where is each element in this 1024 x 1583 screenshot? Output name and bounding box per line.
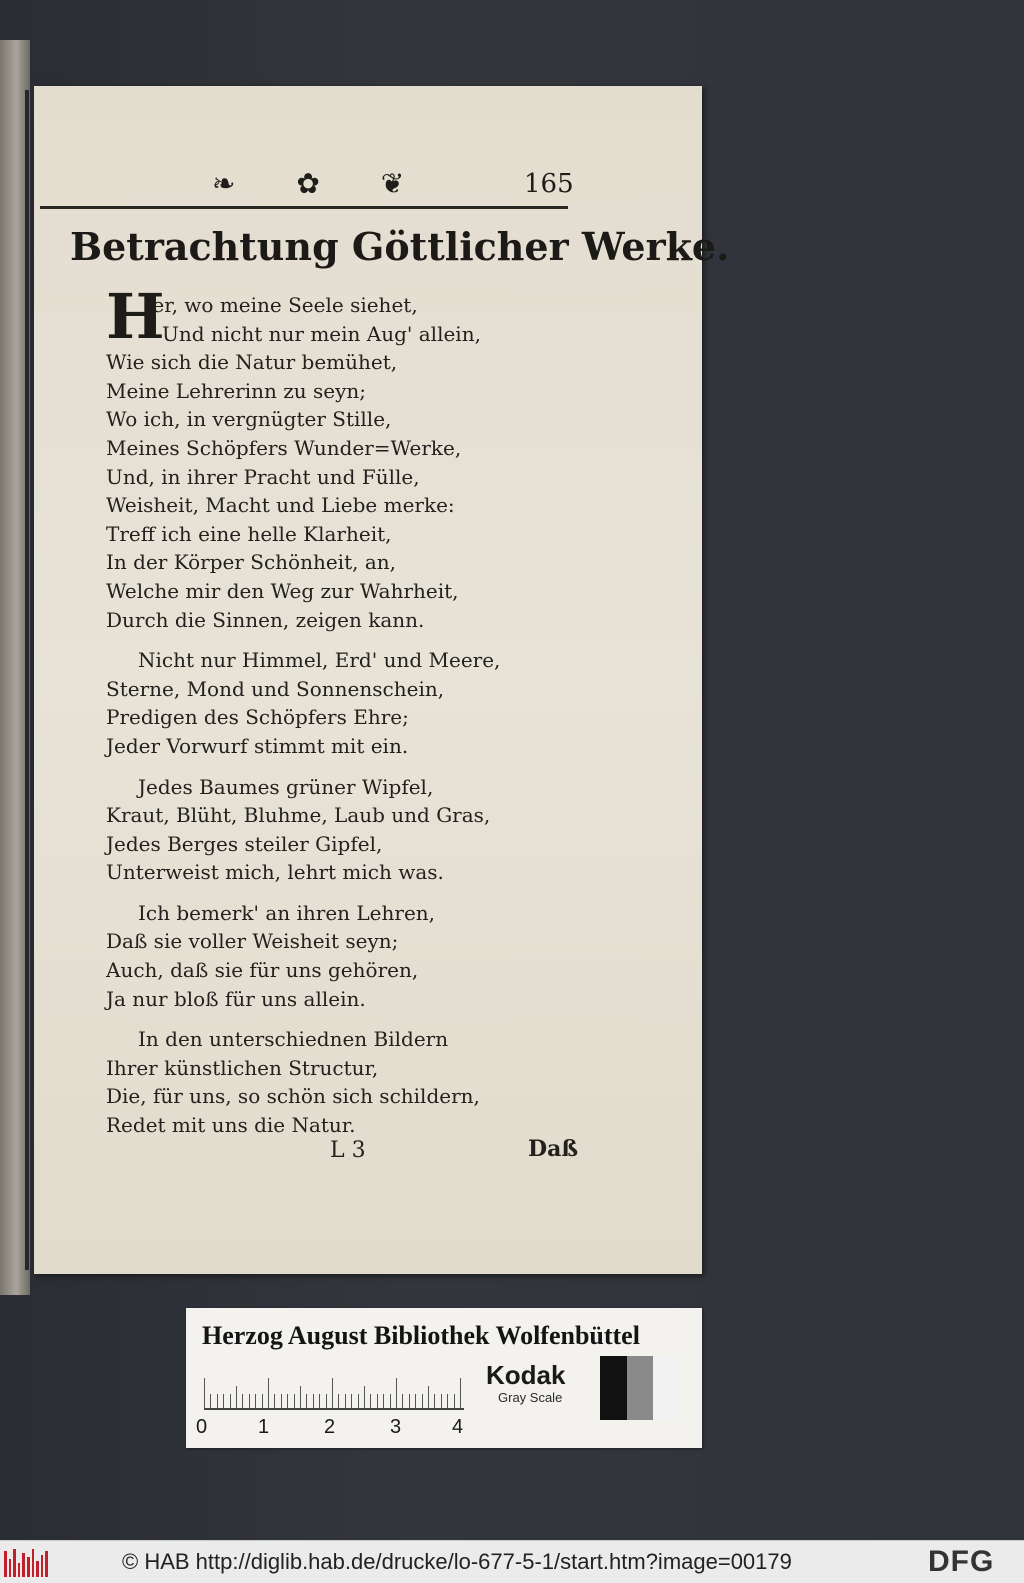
ruler-tick [358,1394,359,1408]
poem-line: Jedes Berges steiler Gipfel, [106,831,383,856]
ruler-tick [338,1394,339,1408]
ruler-tick [294,1394,295,1408]
ruler-scale [204,1372,464,1416]
poem-line: Und nicht nur mein Aug' allein, [162,321,481,346]
poem-line: Sterne, Mond und Sonnenschein, [106,676,445,701]
poem-line: In der Körper Schönheit, an, [106,550,396,575]
ruler-tick [287,1394,288,1408]
catchword: Daß [528,1136,579,1162]
ruler-tick [217,1394,218,1408]
ruler-tick [204,1378,205,1408]
logo-bar [22,1553,25,1577]
poem-line: Weisheit, Macht und Liebe merke: [106,493,455,518]
poem-line: Kraut, Blüht, Bluhme, Laub und Gras, [106,803,491,828]
poem-line: ier, wo meine Seele siehet, [146,293,418,317]
logo-bar [36,1561,39,1577]
ruler-tick [249,1394,250,1408]
ruler-tick [274,1394,275,1408]
poem-line: Nicht nur Himmel, Erd' und Meere, [138,648,501,673]
poem-line: Jeder Vorwurf stimmt mit ein. [106,733,409,758]
logo-bar [13,1549,16,1577]
swatch-black [600,1356,627,1420]
ruler-tick [396,1378,397,1408]
ruler-tick [332,1378,333,1408]
poem-line: In den unterschiednen Bildern [138,1027,449,1052]
stanza-3 [106,773,586,887]
logo-bar [27,1557,30,1577]
book-page [34,86,730,1274]
header-rule [40,206,568,209]
ruler-tick [223,1394,224,1408]
footer-bar [0,1540,1024,1583]
poem-line: Durch die Sinnen, zeigen kann. [106,607,425,632]
signature-mark: L 3 [330,1138,366,1163]
ruler-tick [402,1394,403,1408]
ruler-tick [415,1394,416,1408]
kodak-logo: Kodak [486,1360,566,1390]
hab-logo-icon [4,1547,48,1577]
stanza-1 [106,280,586,634]
poem-line: Wie sich die Natur bemühet, [106,350,398,375]
grayscale-label: Gray Scale [498,1390,563,1405]
header-ornaments: ❧ ✿ ❦ [212,167,431,200]
ruler-tick [313,1394,314,1408]
ruler-tick [268,1378,269,1408]
running-header [40,164,574,210]
ruler-tick [447,1394,448,1408]
poem-line: Predigen des Schöpfers Ehre; [106,705,409,730]
ruler-tick [306,1394,307,1408]
ruler-tick [383,1394,384,1408]
poem-line: Ich bemerk' an ihren Lehren, [138,900,436,925]
ruler-tick [454,1394,455,1408]
poem-line: Treff ich eine helle Klarheit, [106,521,392,546]
ruler-label: 4 [452,1416,464,1438]
poem-line: Jedes Baumes grüner Wipfel, [138,774,434,799]
logo-bar [32,1549,35,1577]
ruler-tick [345,1394,346,1408]
stanza-5 [106,1025,586,1139]
poem-title: Betrachtung Göttlicher Werke. [70,224,730,269]
poem-line: Redet mit uns die Natur. [106,1113,356,1138]
logo-bar [45,1551,48,1577]
logo-bar [9,1559,12,1577]
poem-line: Unterweist mich, lehrt mich was. [106,860,444,885]
poem-line: Ihrer künstlichen Structur, [106,1055,379,1080]
drop-cap: H [106,280,165,353]
binding-shadow [25,90,29,1270]
library-name: Herzog August Bibliothek Wolfenbüttel [202,1321,640,1350]
ruler-tick [428,1386,429,1408]
ruler-tick [281,1394,282,1408]
poem-body [106,280,586,1152]
ruler-tick [230,1394,231,1408]
poem-line: Daß sie voller Weisheit seyn; [106,929,399,954]
ruler-tick [441,1394,442,1408]
ruler-label: 0 [196,1416,208,1438]
swatch-white [653,1356,680,1420]
ruler-tick [377,1394,378,1408]
ruler-tick [319,1394,320,1408]
poem-line: Meine Lehrerinn zu seyn; [106,378,367,403]
ruler-tick [409,1394,410,1408]
ruler-tick [236,1386,237,1408]
color-reference-card [186,1308,702,1448]
ruler-tick [422,1394,423,1408]
logo-bar [4,1551,7,1577]
poem-line: Die, für uns, so schön sich schildern, [106,1084,480,1109]
ruler-tick [242,1394,243,1408]
poem-line: Welche mir den Weg zur Wahrheit, [106,578,459,603]
ruler-tick [255,1394,256,1408]
page-number: 165 [524,169,574,199]
ruler-tick [210,1394,211,1408]
ruler-tick [460,1378,461,1408]
ruler-label: 2 [324,1416,336,1438]
ruler-tick [434,1394,435,1408]
ruler-labels [196,1416,486,1440]
source-url[interactable]: © HAB http://diglib.hab.de/drucke/lo-677-5-1/start.htm?image=00179 [122,1549,792,1574]
dfg-logo: DFG [928,1545,995,1578]
logo-bar [41,1555,44,1577]
stanza-4 [106,899,586,1013]
ruler-label: 3 [390,1416,402,1438]
poem-line: Wo ich, in vergnügter Stille, [106,407,392,432]
swatch-gray [627,1356,654,1420]
ruler-tick [351,1394,352,1408]
poem-line: Und, in ihrer Pracht und Fülle, [106,464,420,489]
logo-bar [18,1563,21,1577]
ruler-baseline [204,1408,464,1410]
poem-line: Meines Schöpfers Wunder=Werke, [106,435,462,460]
gray-swatches [600,1356,680,1420]
poem-line: Auch, daß sie für uns gehören, [106,958,419,983]
poem-line: Ja nur bloß für uns allein. [106,986,366,1011]
ruler-tick [370,1394,371,1408]
ruler-tick [364,1386,365,1408]
ruler-label: 1 [258,1416,270,1438]
ruler-tick [262,1394,263,1408]
ruler-tick [300,1386,301,1408]
ruler-tick [326,1394,327,1408]
stanza-2 [106,646,586,760]
ruler-tick [390,1394,391,1408]
